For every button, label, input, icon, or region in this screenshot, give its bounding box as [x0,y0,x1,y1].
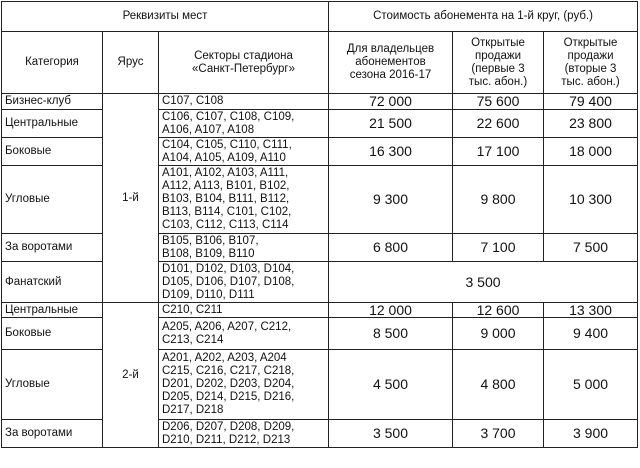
category-cell: Бизнес-клуб [2,94,103,110]
price-open-second-cell: 79 400 [544,94,638,110]
sectors-cell: A201, A202, A203, A204 C215, C216, C217, C218, D201, D202, D203, D204, D205, D214, D215, D216, D217, D218 [159,350,329,420]
price-open-second-cell: 18 000 [544,138,638,166]
price-open-first-cell: 22 600 [453,110,544,138]
sectors-cell: A101, A102, A103, A111, A112, A113, B101, B102, B103, B104, B111, B112, B113, B114, C101, C102, C103, C112, C113, C114 [159,166,329,234]
price-open-first-cell: 7 100 [453,234,544,262]
price-open-second-cell: 13 300 [544,303,638,318]
group-header-seat-details: Реквизиты мест [2,2,329,32]
price-open-second-cell: 3 900 [544,420,638,448]
header-sectors: Секторы стадиона «Санкт-Петербург» [159,32,329,94]
sectors-cell: C104, C105, C110, C111, A104, A105, A109, A110 [159,138,329,166]
category-cell: Боковые [2,138,103,166]
price-open-second-cell: 23 800 [544,110,638,138]
sectors-cell: A205, A206, A207, C212, C213, C214 [159,318,329,350]
price-owners-cell: 21 500 [329,110,453,138]
price-open-first-cell: 17 100 [453,138,544,166]
header-category: Категория [2,32,103,94]
price-merged-cell: 3 500 [329,262,638,303]
price-open-first-cell: 3 700 [453,420,544,448]
category-cell: Угловые [2,350,103,420]
price-owners-cell: 3 500 [329,420,453,448]
price-owners-cell: 8 500 [329,318,453,350]
tier-cell: 1-й [103,94,159,303]
header-tier: Ярус [103,32,159,94]
group-header-price: Стоимость абонемента на 1-й круг, (руб.) [329,2,638,32]
category-cell: Центральные [2,303,103,318]
price-owners-cell: 6 800 [329,234,453,262]
price-owners-cell: 12 000 [329,303,453,318]
category-cell: Угловые [2,166,103,234]
sectors-cell: B105, B106, B107, B108, B109, B110 [159,234,329,262]
category-cell: За воротами [2,234,103,262]
category-cell: За воротами [2,420,103,448]
category-cell: Центральные [2,110,103,138]
sectors-cell: C106, C107, C108, C109, A106, A107, A108 [159,110,329,138]
price-open-second-cell: 10 300 [544,166,638,234]
header-open-first: Открытые продажи (первые 3 тыс. абон.) [453,32,544,94]
price-owners-cell: 4 500 [329,350,453,420]
header-owners: Для владельцев абонементов сезона 2016-17 [329,32,453,94]
price-owners-cell: 72 000 [329,94,453,110]
price-open-first-cell: 4 800 [453,350,544,420]
header-open-second: Открытые продажи (вторые 3 тыс. абон.) [544,32,638,94]
price-open-first-cell: 12 600 [453,303,544,318]
category-cell: Боковые [2,318,103,350]
sectors-cell: C107, C108 [159,94,329,110]
price-open-first-cell: 9 000 [453,318,544,350]
category-cell: Фанатский [2,262,103,303]
price-owners-cell: 16 300 [329,138,453,166]
tier-cell: 2-й [103,303,159,448]
sectors-cell: D206, D207, D208, D209, D210, D211, D212, D213 [159,420,329,448]
price-owners-cell: 9 300 [329,166,453,234]
sectors-cell: D101, D102, D103, D104, D105, D106, D107, D108, D109, D110, D111 [159,262,329,303]
sectors-cell: C210, C211 [159,303,329,318]
price-open-second-cell: 7 500 [544,234,638,262]
price-table [1,1,638,448]
price-open-second-cell: 9 400 [544,318,638,350]
price-open-first-cell: 9 800 [453,166,544,234]
price-open-first-cell: 75 600 [453,94,544,110]
price-open-second-cell: 5 000 [544,350,638,420]
